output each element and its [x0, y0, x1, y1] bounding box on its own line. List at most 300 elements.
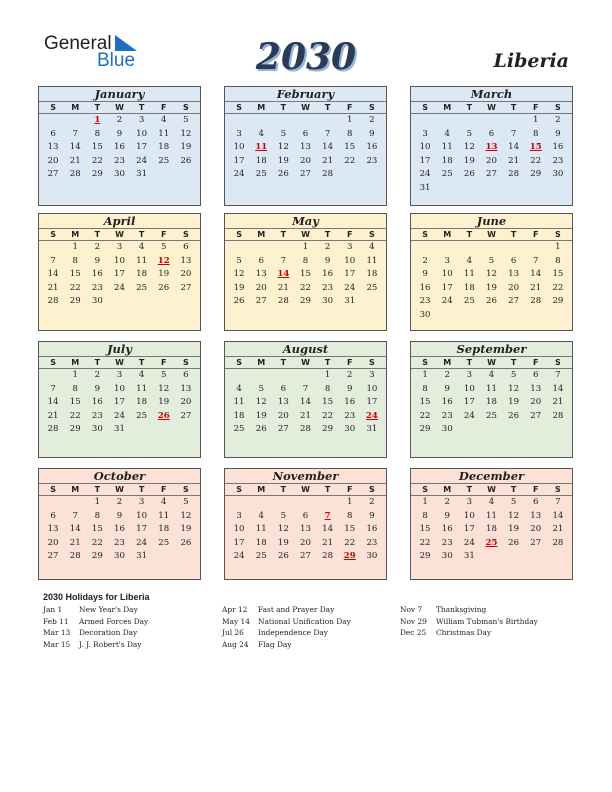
- day-cell: 17: [463, 397, 475, 408]
- day-cell: 5: [510, 370, 517, 380]
- week-row: [225, 510, 386, 524]
- day-cell: [175, 423, 197, 437]
- week-row: [225, 241, 386, 255]
- day-cell: 9: [369, 128, 375, 139]
- weekday-label: T: [280, 103, 287, 112]
- day-cell: 20: [300, 155, 311, 166]
- day-cell: 31: [136, 551, 148, 562]
- day-cell: 22: [552, 282, 564, 293]
- weekday-label: S: [422, 103, 428, 112]
- day-cell: 16: [366, 524, 378, 535]
- day-cell: 28: [69, 169, 81, 180]
- day-cell: [503, 114, 525, 128]
- day-cell: 21: [277, 282, 289, 293]
- weekday-label: S: [183, 485, 189, 494]
- weekday-label: S: [183, 103, 189, 112]
- day-cell: 12: [508, 510, 520, 521]
- day-cell: 28: [322, 551, 334, 562]
- day-cell: 13: [180, 383, 192, 394]
- day-cell: 28: [530, 296, 542, 307]
- country-title: Liberia: [493, 50, 569, 72]
- day-cell: 30: [441, 424, 453, 435]
- holiday-day-cell: 1: [94, 115, 101, 125]
- day-cell: 6: [50, 510, 56, 521]
- holiday-date: Apr 12: [222, 605, 248, 614]
- day-cell: 2: [369, 497, 375, 507]
- day-cell: 16: [344, 397, 356, 408]
- week-row: [225, 523, 386, 537]
- day-cell: 2: [422, 255, 428, 266]
- day-cell: 14: [508, 142, 520, 153]
- day-cell: 23: [114, 537, 125, 548]
- day-cell: 18: [158, 524, 170, 535]
- day-cell: 4: [466, 255, 473, 266]
- weekday-label: T: [138, 103, 145, 112]
- weekday-label: S: [422, 485, 428, 494]
- day-cell: 24: [344, 282, 356, 293]
- day-cell: 29: [552, 296, 564, 307]
- day-cell: [228, 369, 250, 383]
- day-cell: [228, 114, 250, 128]
- day-cell: 13: [300, 524, 311, 535]
- week-row: [411, 410, 572, 424]
- week-row: [411, 537, 572, 551]
- weekday-label: F: [533, 358, 539, 367]
- month-september: [410, 341, 573, 458]
- week-row: [225, 496, 386, 510]
- week-row: [411, 255, 572, 269]
- week-row: [39, 510, 200, 524]
- day-cell: 9: [369, 510, 375, 521]
- day-cell: 15: [69, 269, 81, 280]
- day-cell: 24: [463, 410, 475, 421]
- month-february: [224, 86, 387, 206]
- day-cell: 10: [366, 383, 378, 394]
- day-cell: [436, 241, 458, 255]
- day-cell: 28: [47, 424, 59, 435]
- day-cell: 9: [555, 128, 561, 139]
- day-cell: 21: [530, 282, 542, 293]
- day-cell: 3: [236, 128, 242, 139]
- day-cell: 26: [180, 155, 192, 166]
- month-july: [38, 341, 201, 458]
- day-cell: 15: [344, 142, 356, 153]
- day-cell: 30: [114, 551, 125, 562]
- day-cell: 23: [441, 410, 453, 421]
- day-cell: [480, 423, 502, 437]
- weekday-label: S: [369, 485, 375, 494]
- day-cell: [294, 369, 316, 383]
- holiday-name: Flag Day: [258, 640, 292, 650]
- day-cell: 11: [366, 255, 378, 266]
- day-cell: [250, 114, 272, 128]
- day-cell: 19: [255, 410, 267, 421]
- day-cell: [525, 182, 547, 196]
- day-cell: 21: [552, 524, 564, 535]
- day-cell: 25: [255, 551, 267, 562]
- weekday-label: T: [324, 103, 331, 112]
- day-cell: 30: [441, 551, 453, 562]
- week-row: [225, 369, 386, 383]
- day-cell: 7: [533, 255, 539, 266]
- day-cell: 6: [50, 128, 56, 139]
- weekday-label: S: [183, 230, 189, 239]
- day-cell: 30: [419, 309, 431, 320]
- day-cell: 2: [555, 115, 561, 125]
- holiday-day-cell: 13: [485, 142, 498, 153]
- holiday-row: [222, 617, 351, 629]
- week-row: [411, 496, 572, 510]
- day-cell: 17: [233, 537, 245, 548]
- week-row: [39, 496, 200, 510]
- holiday-day-cell: 29: [343, 551, 356, 562]
- weekday-label: M: [257, 230, 266, 239]
- day-cell: 1: [555, 242, 561, 252]
- weekday-label: W: [301, 230, 310, 239]
- week-row: [411, 268, 572, 282]
- weekday-label: S: [555, 485, 561, 494]
- weekday-label: T: [510, 230, 517, 239]
- day-cell: 15: [419, 397, 431, 408]
- day-cell: 11: [463, 269, 475, 280]
- day-cell: 4: [161, 497, 167, 507]
- day-cell: 7: [555, 497, 561, 507]
- week-row: [39, 410, 200, 424]
- day-cell: 20: [47, 537, 59, 548]
- month-title: May: [225, 214, 386, 229]
- day-cell: 11: [255, 524, 267, 535]
- week-row: [225, 550, 386, 564]
- week-row: [225, 282, 386, 296]
- month-november: [224, 468, 387, 580]
- day-cell: 23: [344, 410, 356, 421]
- day-cell: 6: [302, 128, 309, 139]
- day-cell: 10: [441, 269, 453, 280]
- day-cell: 14: [530, 269, 542, 280]
- holiday-day-cell: 14: [277, 269, 290, 280]
- day-cell: 5: [183, 497, 189, 507]
- day-cell: [458, 309, 480, 323]
- week-row: [225, 114, 386, 128]
- day-cell: 6: [280, 383, 287, 394]
- weekday-label: T: [94, 358, 101, 367]
- day-cell: 22: [530, 155, 542, 166]
- week-row: [39, 369, 200, 383]
- holiday-day-cell: 24: [365, 410, 378, 421]
- day-cell: 10: [114, 255, 125, 266]
- day-cell: 18: [486, 524, 497, 535]
- week-row: [39, 550, 200, 564]
- day-cell: 17: [114, 269, 125, 280]
- day-cell: 21: [300, 410, 311, 421]
- day-cell: 11: [486, 510, 497, 521]
- day-cell: 1: [302, 242, 309, 252]
- day-cell: 4: [138, 242, 145, 252]
- day-cell: [42, 369, 64, 383]
- week-row: [39, 128, 200, 142]
- day-cell: 9: [444, 510, 450, 521]
- weekday-header: [411, 102, 572, 114]
- day-cell: 7: [302, 383, 309, 394]
- week-row: [225, 423, 386, 437]
- day-cell: 17: [441, 282, 453, 293]
- day-cell: 21: [47, 410, 59, 421]
- day-cell: 13: [530, 510, 542, 521]
- day-cell: 7: [555, 370, 561, 380]
- day-cell: 9: [116, 510, 123, 521]
- week-row: [225, 168, 386, 182]
- week-row: [411, 141, 572, 155]
- holiday-column: [222, 605, 351, 652]
- day-cell: [272, 241, 294, 255]
- day-cell: [503, 309, 525, 323]
- day-cell: [250, 369, 272, 383]
- day-cell: [250, 496, 272, 510]
- day-cell: 7: [280, 255, 287, 266]
- day-cell: 7: [72, 510, 78, 521]
- week-row: [39, 295, 200, 309]
- day-cell: 3: [422, 128, 428, 139]
- day-cell: [525, 423, 547, 437]
- holiday-column: [400, 605, 538, 640]
- day-cell: 22: [344, 537, 356, 548]
- day-cell: 2: [324, 242, 331, 252]
- day-cell: 20: [508, 282, 520, 293]
- day-cell: 30: [114, 169, 125, 180]
- holiday-row: [400, 617, 538, 629]
- day-cell: 19: [508, 524, 520, 535]
- day-cell: 28: [300, 424, 311, 435]
- day-cell: 8: [72, 255, 78, 266]
- day-cell: 29: [530, 169, 542, 180]
- weekday-label: T: [94, 103, 101, 112]
- day-cell: 5: [161, 242, 167, 252]
- week-row: [39, 255, 200, 269]
- day-cell: 26: [158, 282, 170, 293]
- week-row: [39, 523, 200, 537]
- day-cell: 12: [233, 269, 245, 280]
- day-cell: 6: [510, 255, 517, 266]
- day-cell: 5: [161, 370, 167, 380]
- weekday-label: W: [301, 485, 310, 494]
- day-cell: [153, 295, 175, 309]
- weekday-label: T: [94, 230, 101, 239]
- day-cell: 5: [236, 255, 242, 266]
- day-cell: 21: [508, 155, 520, 166]
- month-title: June: [411, 214, 572, 229]
- day-cell: 15: [419, 524, 431, 535]
- day-cell: 26: [255, 424, 267, 435]
- day-cell: 31: [366, 424, 378, 435]
- holiday-date: May 14: [222, 616, 250, 626]
- day-cell: 9: [94, 383, 101, 394]
- day-cell: 26: [508, 537, 520, 548]
- weekday-label: S: [50, 103, 56, 112]
- day-cell: 25: [441, 169, 453, 180]
- day-cell: 24: [114, 410, 125, 421]
- day-cell: 20: [180, 269, 192, 280]
- day-cell: 14: [69, 524, 81, 535]
- day-cell: 22: [91, 155, 103, 166]
- holiday-date: Feb 11: [43, 616, 69, 626]
- month-january: [38, 86, 201, 206]
- weekday-label: M: [257, 358, 266, 367]
- day-cell: 15: [300, 269, 311, 280]
- day-cell: 8: [422, 510, 428, 521]
- weekday-label: F: [347, 103, 353, 112]
- weekday-label: F: [347, 230, 353, 239]
- holiday-row: [400, 628, 538, 640]
- week-row: [411, 309, 572, 323]
- weekday-header: [39, 102, 200, 114]
- day-cell: 27: [530, 537, 542, 548]
- day-cell: [503, 423, 525, 437]
- holiday-name: Independence Day: [258, 628, 328, 638]
- day-cell: 25: [255, 169, 267, 180]
- holiday-column: [43, 605, 148, 652]
- day-cell: 7: [510, 128, 517, 139]
- day-cell: 12: [508, 383, 520, 394]
- weekday-label: M: [71, 230, 80, 239]
- day-cell: 1: [324, 370, 331, 380]
- weekday-label: M: [443, 358, 452, 367]
- day-cell: 18: [486, 397, 497, 408]
- month-title: April: [39, 214, 200, 229]
- weekday-label: T: [510, 103, 517, 112]
- day-cell: 17: [136, 524, 148, 535]
- day-cell: 14: [322, 524, 334, 535]
- day-cell: [480, 182, 502, 196]
- day-cell: 22: [300, 282, 311, 293]
- day-cell: 6: [533, 370, 539, 380]
- day-cell: 12: [158, 383, 170, 394]
- day-cell: 29: [322, 424, 334, 435]
- day-cell: 20: [486, 155, 497, 166]
- holiday-row: [400, 605, 538, 617]
- day-cell: 28: [552, 537, 564, 548]
- day-cell: [525, 550, 547, 564]
- day-cell: 25: [136, 282, 148, 293]
- day-cell: 7: [50, 255, 56, 266]
- day-cell: 22: [322, 410, 334, 421]
- day-cell: 8: [422, 383, 428, 394]
- week-row: [39, 141, 200, 155]
- day-cell: 4: [444, 128, 450, 139]
- holiday-date: Jul 26: [222, 628, 244, 638]
- month-may: [224, 213, 387, 331]
- holiday-row: [43, 640, 148, 652]
- day-cell: [250, 241, 272, 255]
- week-row: [225, 255, 386, 269]
- day-cell: [436, 309, 458, 323]
- day-cell: 1: [72, 242, 78, 252]
- month-october: [38, 468, 201, 580]
- day-cell: 11: [441, 142, 453, 153]
- week-row: [411, 241, 572, 255]
- holiday-row: [222, 640, 351, 652]
- holiday-day-cell: 12: [157, 255, 170, 266]
- day-cell: 28: [69, 551, 81, 562]
- weekday-label: M: [71, 358, 80, 367]
- holiday-name: William Tubman's Birthday: [436, 616, 538, 626]
- day-cell: 24: [136, 537, 148, 548]
- day-cell: 1: [422, 497, 428, 507]
- week-row: [225, 383, 386, 397]
- day-cell: 24: [441, 296, 453, 307]
- day-cell: 26: [463, 169, 475, 180]
- weekday-header: [225, 484, 386, 496]
- day-cell: 11: [158, 510, 170, 521]
- weekday-label: S: [555, 230, 561, 239]
- month-title: August: [225, 342, 386, 357]
- day-cell: 6: [533, 497, 539, 507]
- day-cell: 20: [530, 397, 542, 408]
- day-cell: 10: [344, 255, 356, 266]
- holiday-name: New Year's Day: [79, 605, 138, 614]
- week-row: [39, 114, 200, 128]
- weekday-label: T: [138, 230, 145, 239]
- day-cell: 11: [158, 128, 170, 139]
- day-cell: 3: [236, 510, 242, 521]
- weekday-label: W: [487, 230, 496, 239]
- day-cell: [272, 114, 294, 128]
- day-cell: 21: [552, 397, 564, 408]
- day-cell: 18: [366, 269, 378, 280]
- weekday-label: T: [466, 230, 473, 239]
- day-cell: 21: [69, 537, 81, 548]
- day-cell: 10: [419, 142, 431, 153]
- holiday-name: J. J. Robert's Day: [79, 640, 142, 650]
- day-cell: 22: [69, 282, 81, 293]
- weekday-label: S: [369, 103, 375, 112]
- day-cell: 1: [347, 497, 353, 507]
- day-cell: 16: [114, 524, 125, 535]
- week-row: [39, 241, 200, 255]
- weekday-label: T: [324, 485, 331, 494]
- weekday-label: F: [533, 485, 539, 494]
- week-row: [411, 168, 572, 182]
- day-cell: [525, 309, 547, 323]
- day-cell: 8: [94, 510, 101, 521]
- week-row: [411, 510, 572, 524]
- day-cell: [458, 423, 480, 437]
- day-cell: [272, 369, 294, 383]
- day-cell: [361, 295, 383, 309]
- week-row: [411, 295, 572, 309]
- week-row: [411, 550, 572, 564]
- day-cell: [458, 114, 480, 128]
- week-row: [39, 537, 200, 551]
- day-cell: 12: [486, 269, 497, 280]
- day-cell: 16: [91, 397, 103, 408]
- day-cell: [228, 496, 250, 510]
- day-cell: 4: [138, 370, 145, 380]
- day-cell: [175, 168, 197, 182]
- day-cell: 2: [444, 370, 450, 380]
- day-cell: 9: [347, 383, 353, 394]
- week-row: [225, 410, 386, 424]
- week-row: [39, 168, 200, 182]
- day-cell: 5: [280, 510, 287, 521]
- day-cell: 23: [322, 282, 334, 293]
- week-row: [411, 396, 572, 410]
- month-august: [224, 341, 387, 458]
- day-cell: 26: [180, 537, 192, 548]
- day-cell: 14: [552, 383, 564, 394]
- week-row: [225, 396, 386, 410]
- day-cell: 2: [94, 242, 101, 252]
- day-cell: 29: [419, 551, 431, 562]
